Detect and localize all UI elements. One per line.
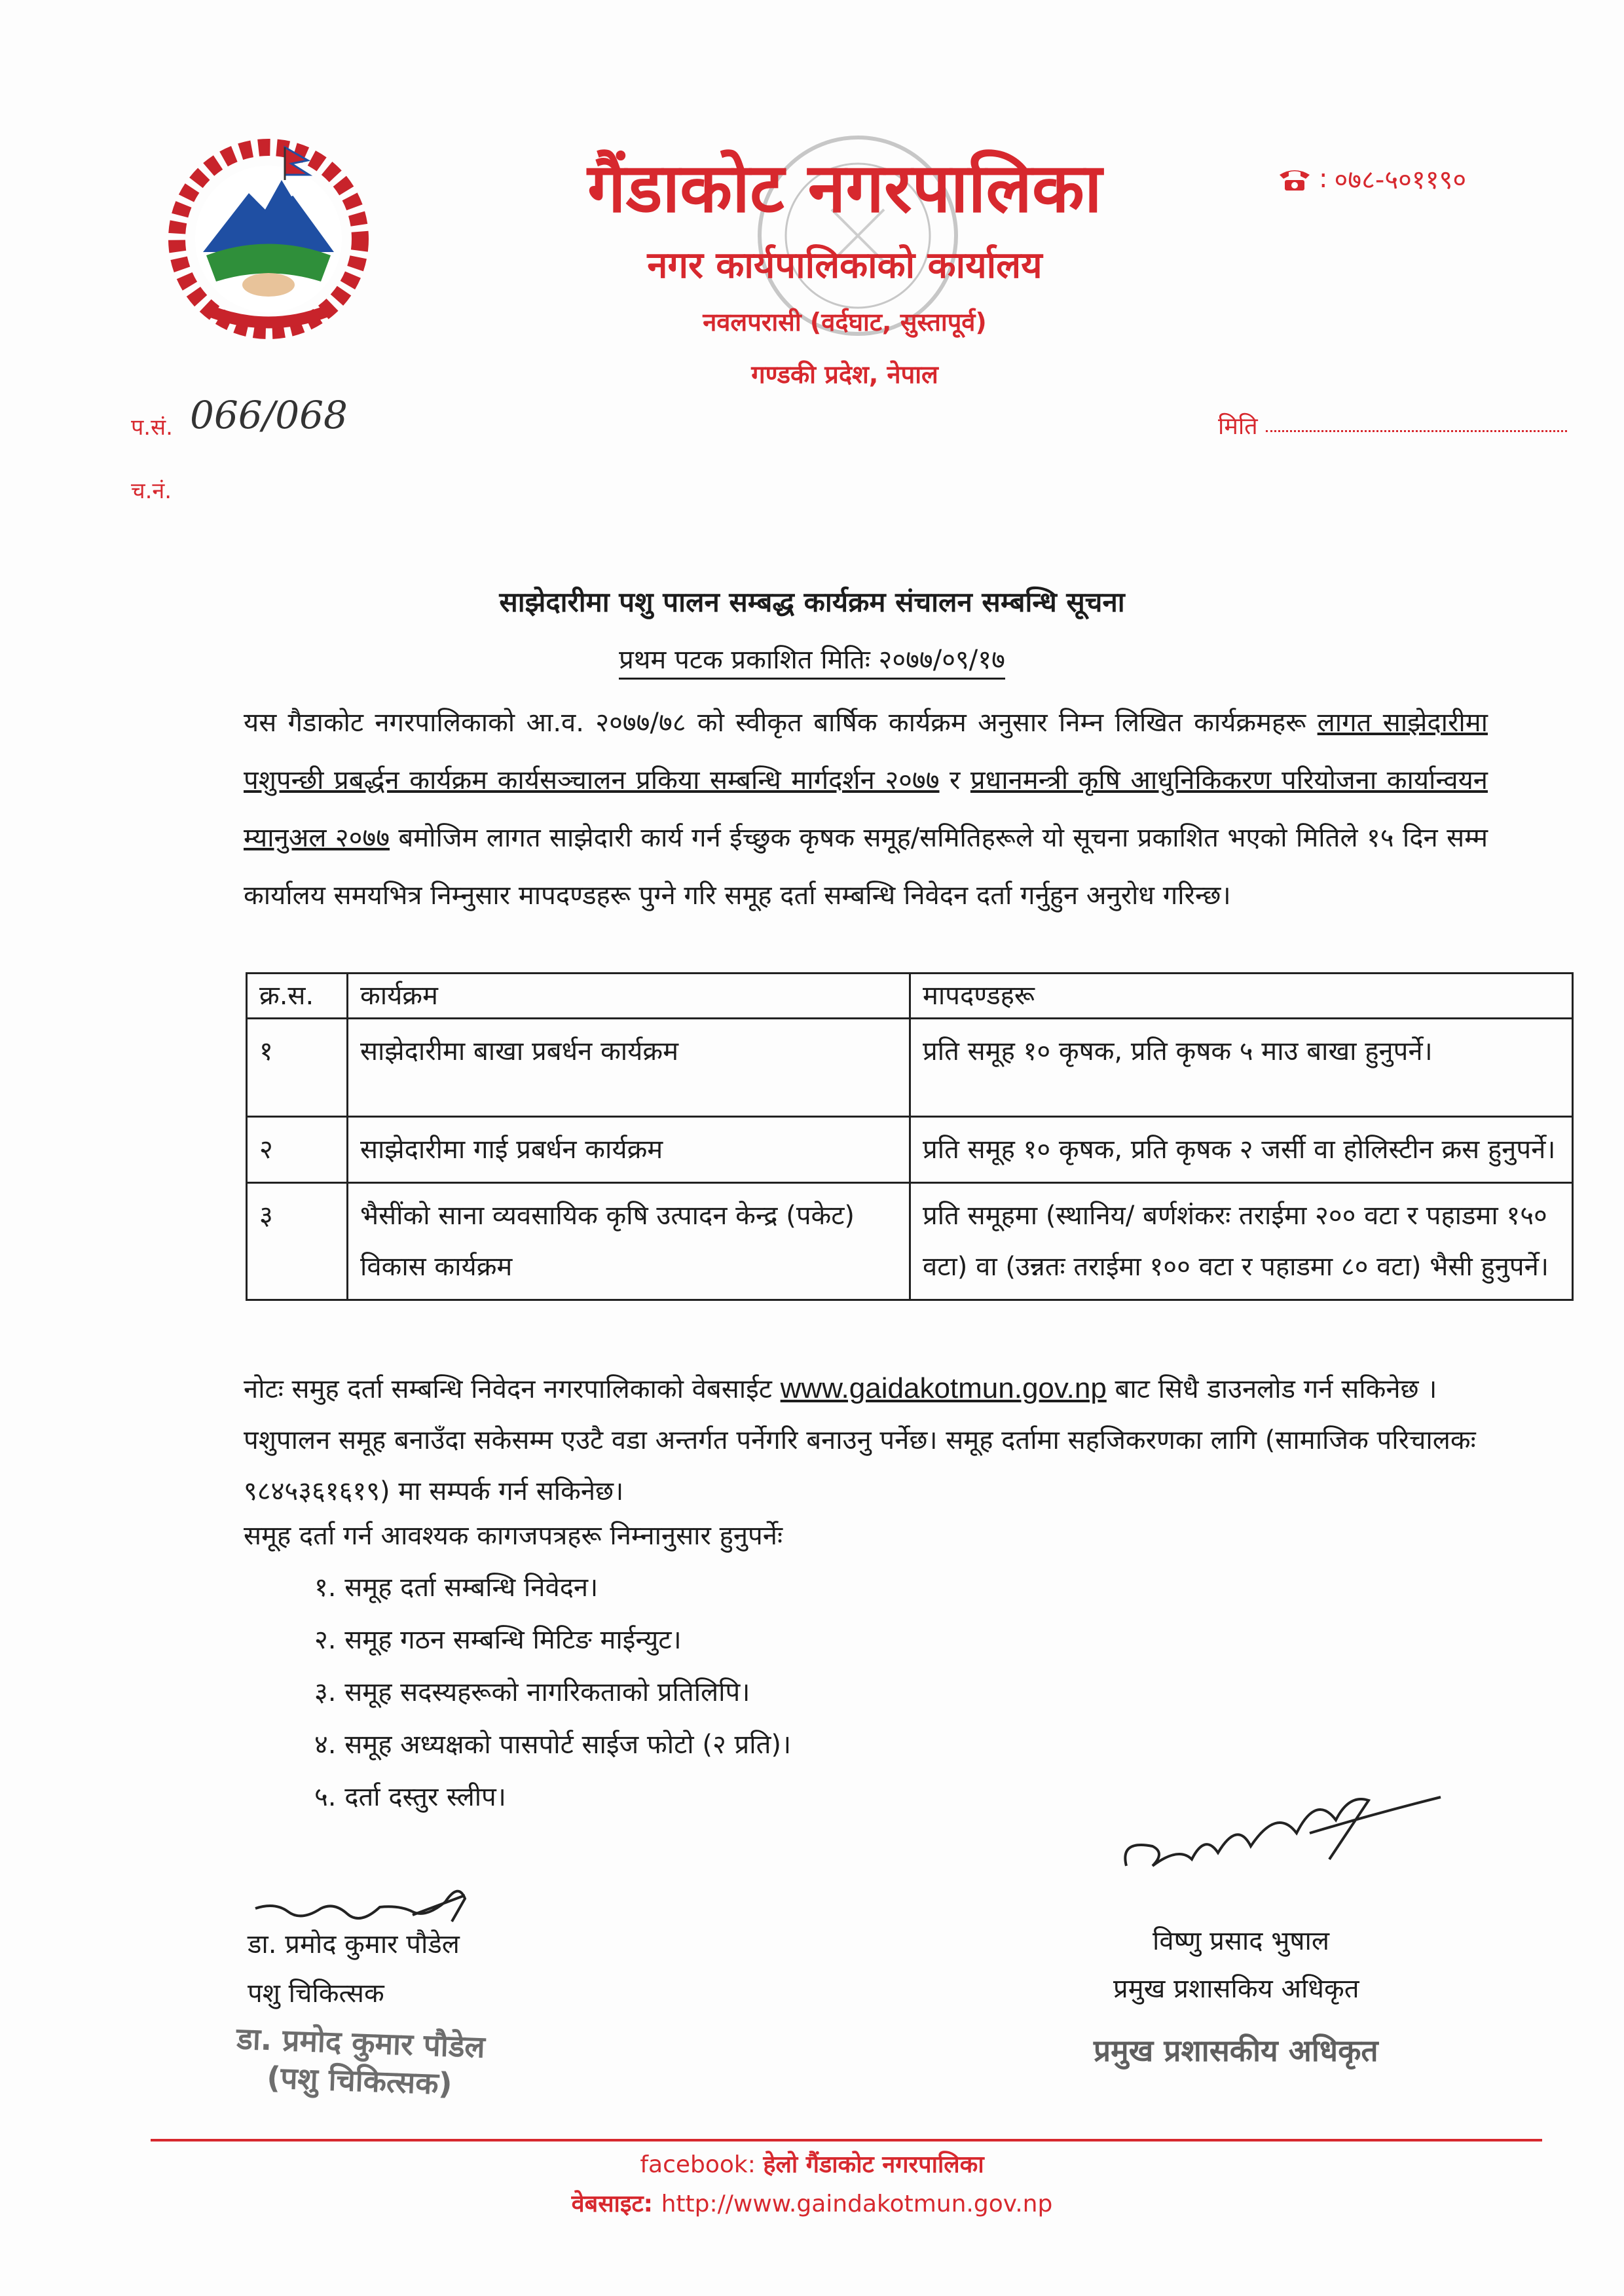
row-program: साझेदारीमा बाखा प्रबर्धन कार्यक्रम [348,1019,910,1117]
notice-paragraph [244,694,1488,924]
criteria-table [246,972,1574,1301]
row-criteria: प्रति समूह १० कृषक, प्रति कृषक २ जर्सी वा होलिस्टीन क्रस हुनुपर्ने। [910,1117,1573,1183]
phone-colon: : [1319,163,1328,194]
row-program: भैसींको साना व्यवसायिक कृषि उत्पादन केन्द्र (पकेट) विकास कार्यक्रम [348,1183,910,1300]
para-text-2: र [939,765,970,795]
right-signature [1113,1768,1454,1892]
left-stamp-line-1: डा. प्रमोद कुमार पौडेल [236,2020,486,2065]
footer-website-link[interactable]: http://www.gaindakotmun.gov.np [661,2191,1053,2217]
para-text-3: बमोजिम लागत साझेदारी कार्य गर्न ईच्छुक कृषक समूह/समितिहरूले यो सूचना प्रकाशित भएको मितिले १५ दिन सम्म कार्यालय समयभित्र निम्नुसार मापदण्डहरू पुग्ने गरि समूह दर्ता सम्बन्धि निवेदन दर्ता गर्नुहुन अनुरोध गरिन्छ। [244,823,1488,911]
header-criteria: मापदण्डहरू [910,974,1573,1019]
nepal-emblem-logo [157,134,380,350]
right-signatory-title: प्रमुख प्रशासकिय अधिकृत [1113,1974,1359,2004]
table-row [247,1183,1573,1300]
table-row [247,1019,1573,1117]
row-serial: २ [247,1117,348,1183]
website-link[interactable]: www.gaidakotmun.gov.np [780,1372,1107,1404]
row-program: साझेदारीमा गाई प्रबर्धन कार्यक्रम [348,1117,910,1183]
notice-title: साझेदारीमा पशु पालन सम्बद्ध कार्यक्रम संचालन सम्बन्धि सूचना [499,586,1125,618]
phone-number [1277,160,1466,196]
right-title-stamp: प्रमुख प्रशासकीय अधिकृत [1094,2033,1378,2068]
right-signatory-name: विष्णु प्रसाद भुषाल [1153,1926,1329,1956]
requirements-list [314,1568,791,1830]
note-text-1: नोटः समुह दर्ता सम्बन्धि निवेदन नगरपालिकाको वेबसाईट [244,1374,781,1404]
published-date-text: प्रथम पटक प्रकाशित मितिः २०७७/०९/१७ [619,645,1005,680]
date-blank-line [1266,409,1567,432]
facebook-value: हेलो गैंडाकोट नगरपालिका [763,2151,984,2178]
guideline-reference: लागत साझेदारीमा पशुपन्छी प्रबर्द्धन कार्यक्रम कार्यसञ्चालन प्रकिया सम्बन्धि मार्गदर्शन २०७७ [244,708,1488,795]
reference-label: प.सं. [131,414,173,441]
telephone-icon [1277,166,1312,192]
date-field [1218,409,1567,441]
left-signatory-name: डा. प्रमोद कुमार पौडेल [248,1929,460,1959]
note-paragraph [244,1363,1488,1517]
facebook-label: facebook: [640,2151,764,2178]
para-text-1: यस गैडाकोट नगरपालिकाको आ.व. २०७७/७८ को स्वीकृत बार्षिक कार्यक्रम अनुसार निम्न लिखित कार्यक्रमहरू [244,708,1318,738]
header-program: कार्यक्रम [348,974,910,1019]
reference-value-handwritten: 066/068 [190,393,348,437]
website-label: वेबसाइट: [571,2191,661,2217]
left-name-stamp [208,2019,512,2105]
list-item: ३. समूह सदस्यहरूको नागरिकताको प्रतिलिपि। [314,1677,750,1707]
list-item: २. समूह गठन सम्बन्धि मिटिङ माईन्युट। [314,1625,682,1655]
list-item: १. समूह दर्ता सम्बन्धि निवेदन। [314,1573,599,1603]
organization-subtitle: नगर कार्यपालिकाको कार्यालय [647,244,1043,287]
row-serial: १ [247,1019,348,1117]
list-item: ४. समूह अध्यक्षको पासपोर्ट साईज फोटो (२ प्रति)। [314,1730,792,1760]
phone-value: ०७८-५०११९० [1334,165,1467,195]
list-item: ५. दर्ता दस्तुर स्लीप। [314,1782,506,1812]
organization-title: गैंडाकोट नगरपालिका [587,148,1102,228]
note-text-2: बाट सिधै डाउनलोड गर्न सकिनेछ । पशुपालन समूह बनाउँदा सकेसम्म एउटै वडा अन्तर्गत पर्नेगरि बनाउनु पर्नेछ। समूह दर्तामा सहजिकरणका लागि (सामाजिक परिचालकः ९८४५३६१६१९) मा सम्पर्क गर्न सकिनेछ। [244,1374,1476,1506]
header-serial: क्र.स. [247,974,348,1019]
footer-website [0,2187,1624,2219]
manual-reference: प्रधानमन्त्री कृषि आधुनिकिकरण परियोजना कार्यान्वयन म्यानुअल २०७७ [244,765,1488,853]
left-stamp-line-2: (पशु चिकित्सक) [266,2059,453,2102]
left-signatory-title: पशु चिकित्सक [248,1978,384,2009]
row-criteria: प्रति समूह १० कृषक, प्रति कृषक ५ माउ बाखा हुनुपर्ने। [910,1019,1573,1117]
published-date [249,640,1375,676]
requirements-title: समूह दर्ता गर्न आवश्यक कागजपत्रहरू निम्नानुसार हुनुपर्नेः [244,1521,783,1551]
row-serial: ३ [247,1183,348,1300]
footer-facebook [0,2147,1624,2179]
address-line-2: गण्डकी प्रदेश, नेपाल [751,360,938,389]
table-row [247,1117,1573,1183]
date-label: मिति [1218,413,1258,440]
table-header-row [247,974,1573,1019]
row-criteria: प्रति समूहमा (स्थानिय/ बर्णशंकरः तराईमा २०० वटा र पहाडमा १५० वटा) वा (उन्नतः तराईमा १०० वटा र पहाडमा ८० वटा) भैसी हुनुपर्ने। [910,1183,1573,1300]
address-line-1: नवलपरासी (वर्दघाट, सुस्तापूर्व) [703,308,987,337]
footer-divider [151,2139,1542,2141]
dispatch-number-label: च.नं. [131,478,172,504]
